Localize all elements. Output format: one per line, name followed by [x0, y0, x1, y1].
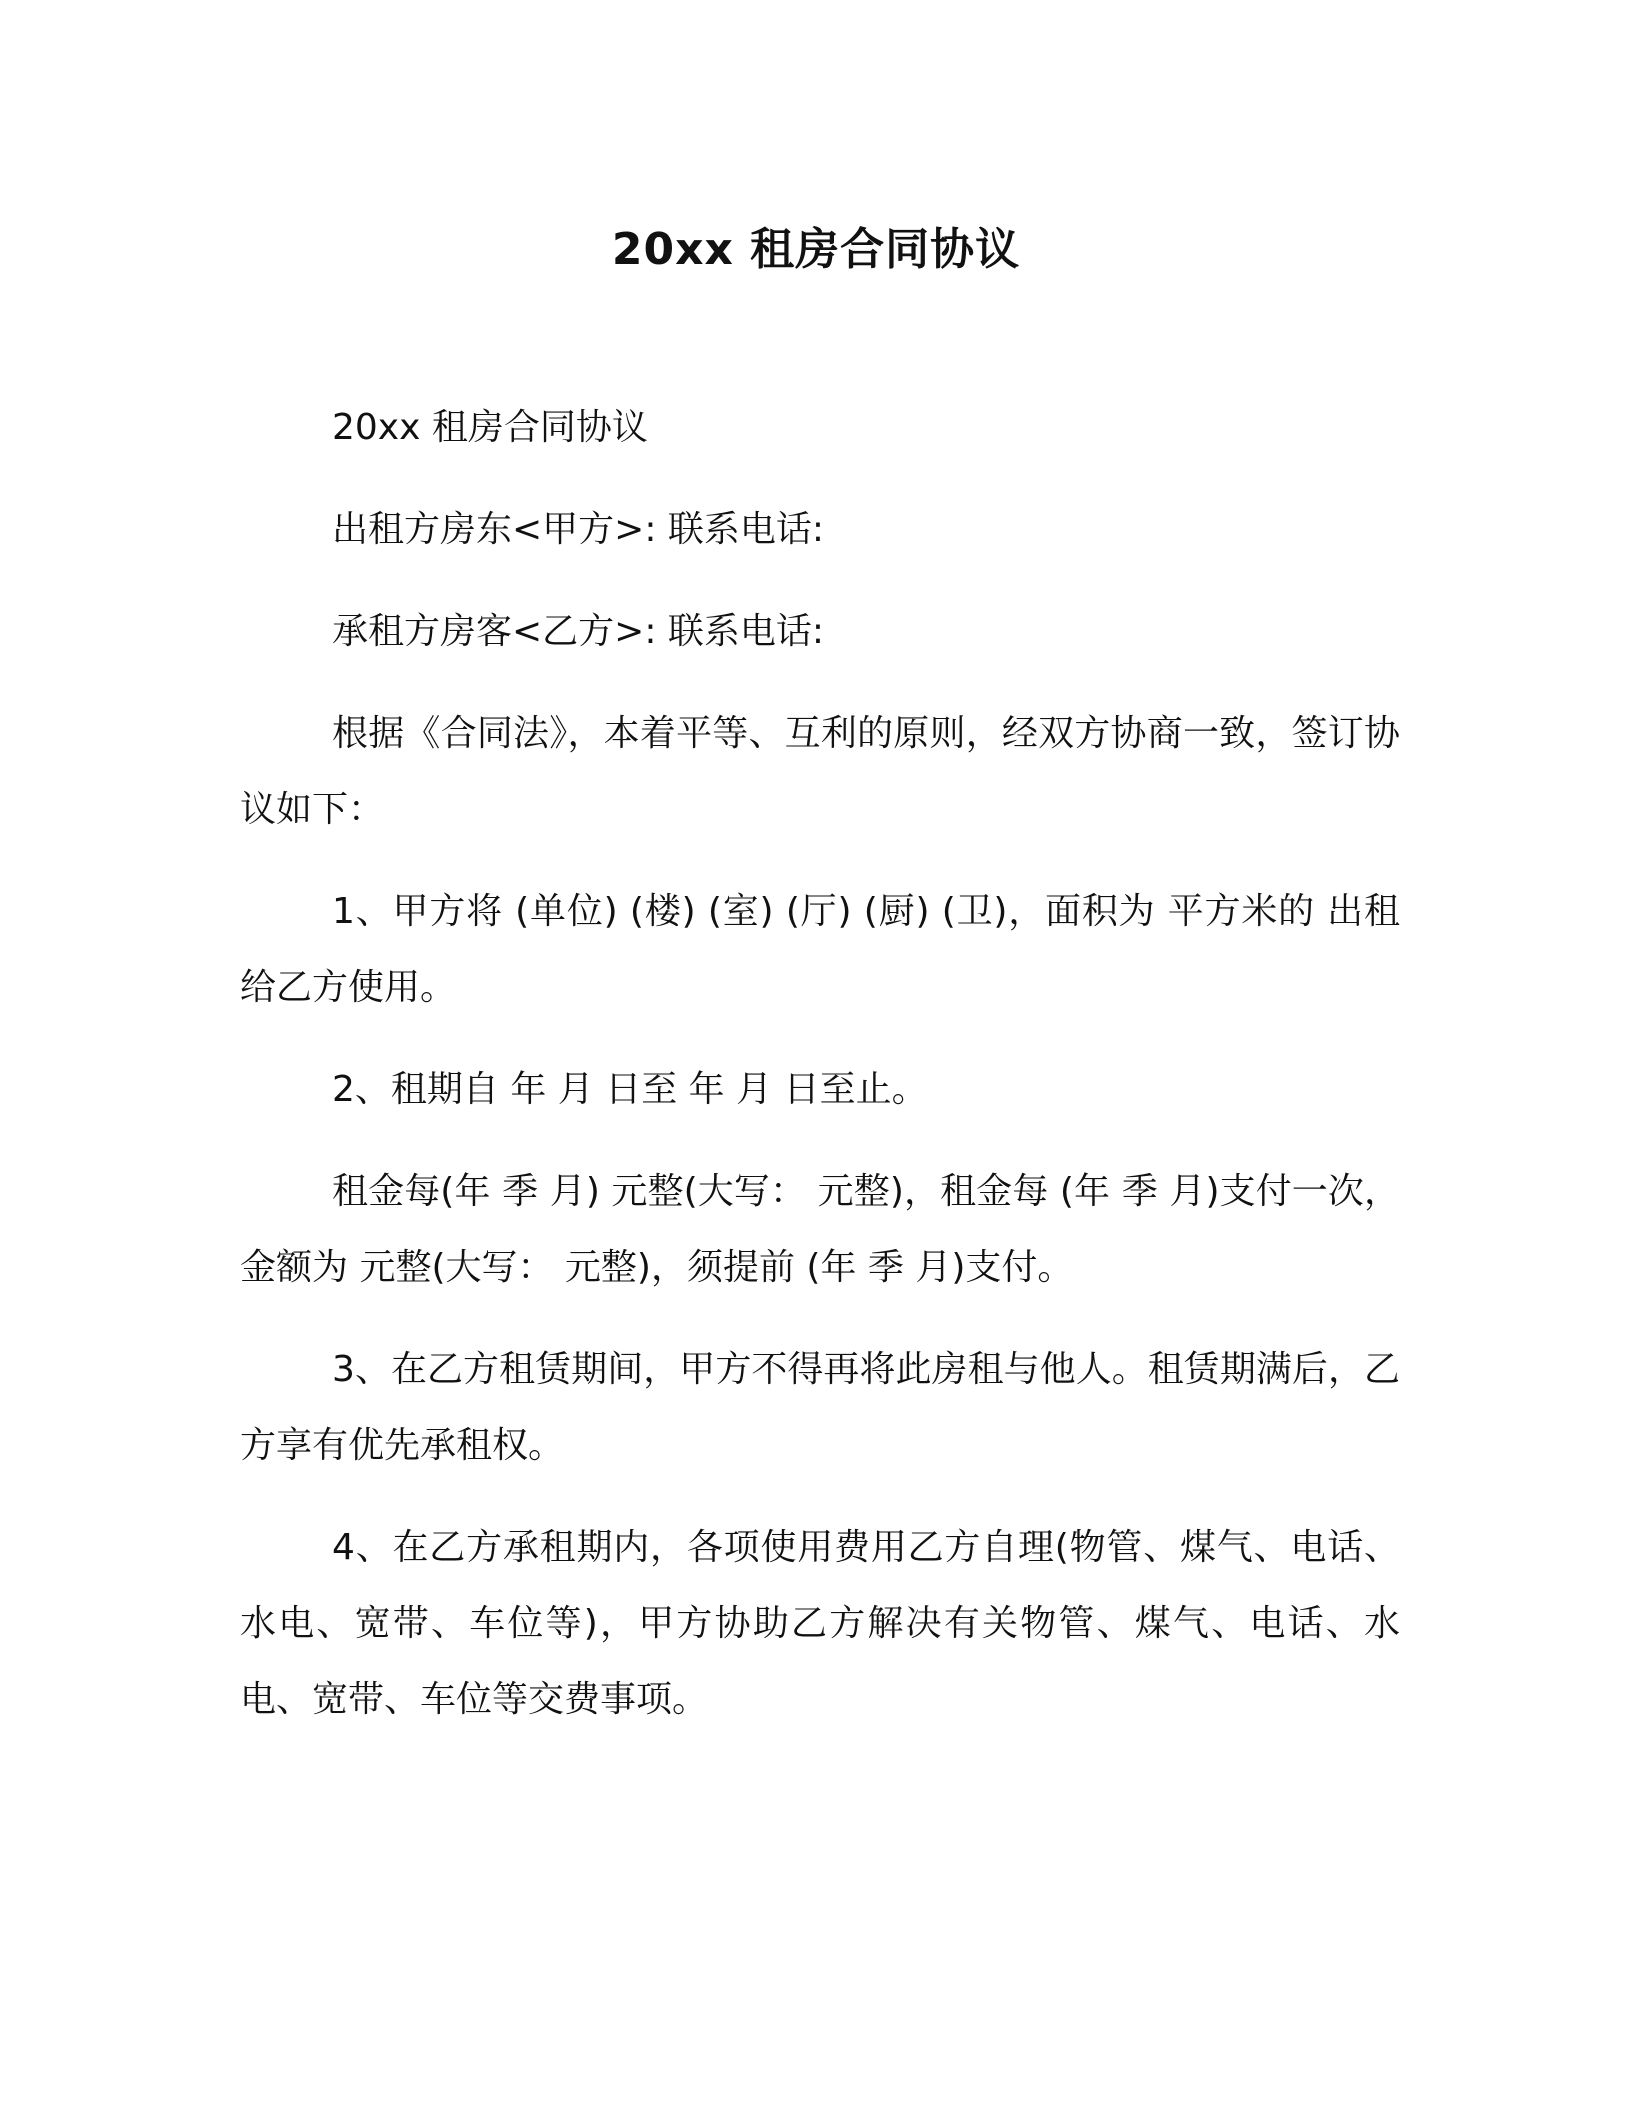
- paragraph-lessor: 出租方房东<甲方>: 联系电话:: [332, 509, 825, 550]
- paragraph-lessee: 承租方房客<乙方>: 联系电话:: [332, 611, 825, 652]
- paragraph-clause-2: 2、租期自 年 月 日至 年 月 日至止。: [332, 1069, 928, 1110]
- paragraph-subtitle: 20xx 租房合同协议: [332, 407, 648, 448]
- document-body: [240, 390, 1400, 1764]
- paragraph-clause-4: 4、在乙方承租期内，各项使用费用乙方自理(物管、煤气、电话、水电、宽带、车位等)，甲方协助乙方解决有关物管、煤气、电话、水电、宽带、车位等交费事项。: [240, 1527, 1400, 1720]
- paragraph-preamble: 根据《合同法》，本着平等、互利的原则，经双方协商一致，签订协议如下：: [240, 713, 1400, 830]
- paragraph-clause-1: 1、甲方将 (单位) (楼) (室) (厅) (厨) (卫)，面积为 平方米的 出租给乙方使用。: [240, 891, 1400, 1008]
- document-title: 20xx 租房合同协议: [611, 224, 1021, 275]
- paragraph-rent: 租金每(年 季 月) 元整(大写： 元整)，租金每 (年 季 月)支付一次，金额为 元整(大写： 元整)，须提前 (年 季 月)支付。: [240, 1171, 1400, 1288]
- paragraph-clause-3: 3、在乙方租赁期间，甲方不得再将此房租与他人。租赁期满后，乙方享有优先承租权。: [240, 1349, 1400, 1466]
